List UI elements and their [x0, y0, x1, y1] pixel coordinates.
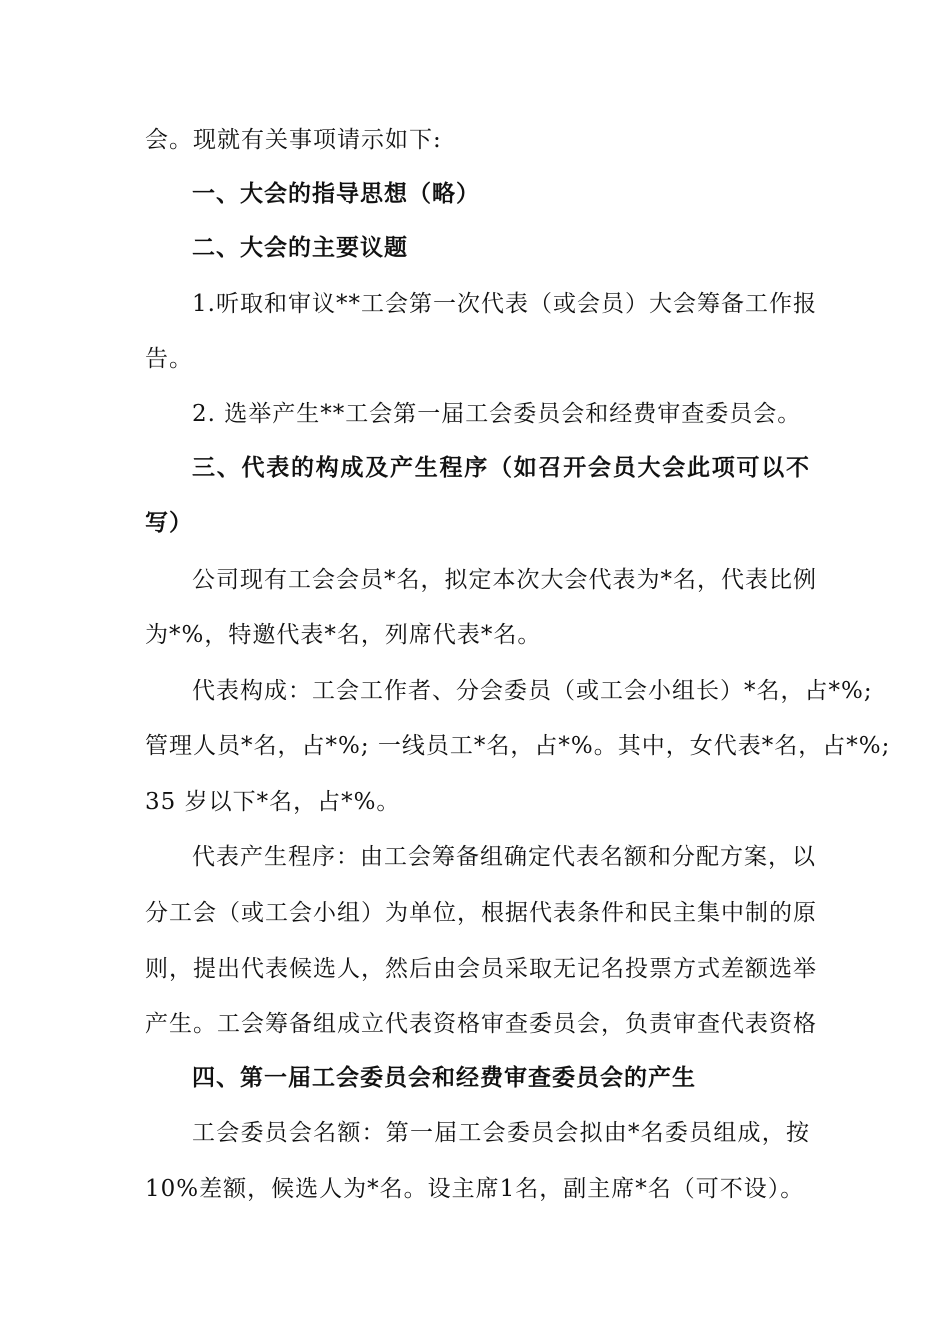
section-heading-3-end: 写）	[145, 510, 193, 536]
paragraph-line: 代表构成：工会工作者、分会委员（或工会小组长）*名，占*%;	[192, 678, 873, 704]
paragraph-line: 为*%，特邀代表*名，列席代表*名。	[145, 622, 542, 648]
paragraph-line: 工会委员会名额：第一届工会委员会拟由*名委员组成，按	[192, 1120, 810, 1146]
agenda-item-1-line: 1.听取和审议**工会第一次代表（或会员）大会筹备工作报	[192, 291, 817, 317]
agenda-item-2-line: 2. 选举产生**工会第一届工会委员会和经费审查委员会。	[192, 401, 802, 427]
paragraph-line: 会。现就有关事项请示如下:	[145, 127, 442, 153]
agenda-item-1-line-end: 告。	[145, 346, 193, 372]
paragraph-line: 公司现有工会会员*名，拟定本次大会代表为*名，代表比例	[192, 567, 817, 593]
paragraph-line: 35 岁以下*名，占*%。	[145, 789, 401, 815]
section-heading-2: 二、大会的主要议题	[192, 235, 408, 261]
section-heading-1: 一、大会的指导思想（略）	[192, 181, 480, 207]
section-heading-3: 三、代表的构成及产生程序（如召开会员大会此项可以不	[192, 455, 810, 481]
paragraph-line: 管理人员*名，占*%; 一线员工*名，占*%。其中，女代表*名，占*%;	[145, 733, 891, 759]
paragraph-line: 则，提出代表候选人，然后由会员采取无记名投票方式差额选举	[145, 956, 817, 982]
section-heading-4: 四、第一届工会委员会和经费审查委员会的产生	[192, 1065, 696, 1091]
paragraph-line: 10%差额，候选人为*名。设主席1名，副主席*名（可不设）。	[145, 1176, 805, 1202]
paragraph-line: 产生。工会筹备组成立代表资格审查委员会，负责审查代表资格	[145, 1011, 817, 1037]
paragraph-line: 分工会（或工会小组）为单位，根据代表条件和民主集中制的原	[145, 900, 817, 926]
paragraph-line: 代表产生程序：由工会筹备组确定代表名额和分配方案，以	[192, 844, 816, 870]
